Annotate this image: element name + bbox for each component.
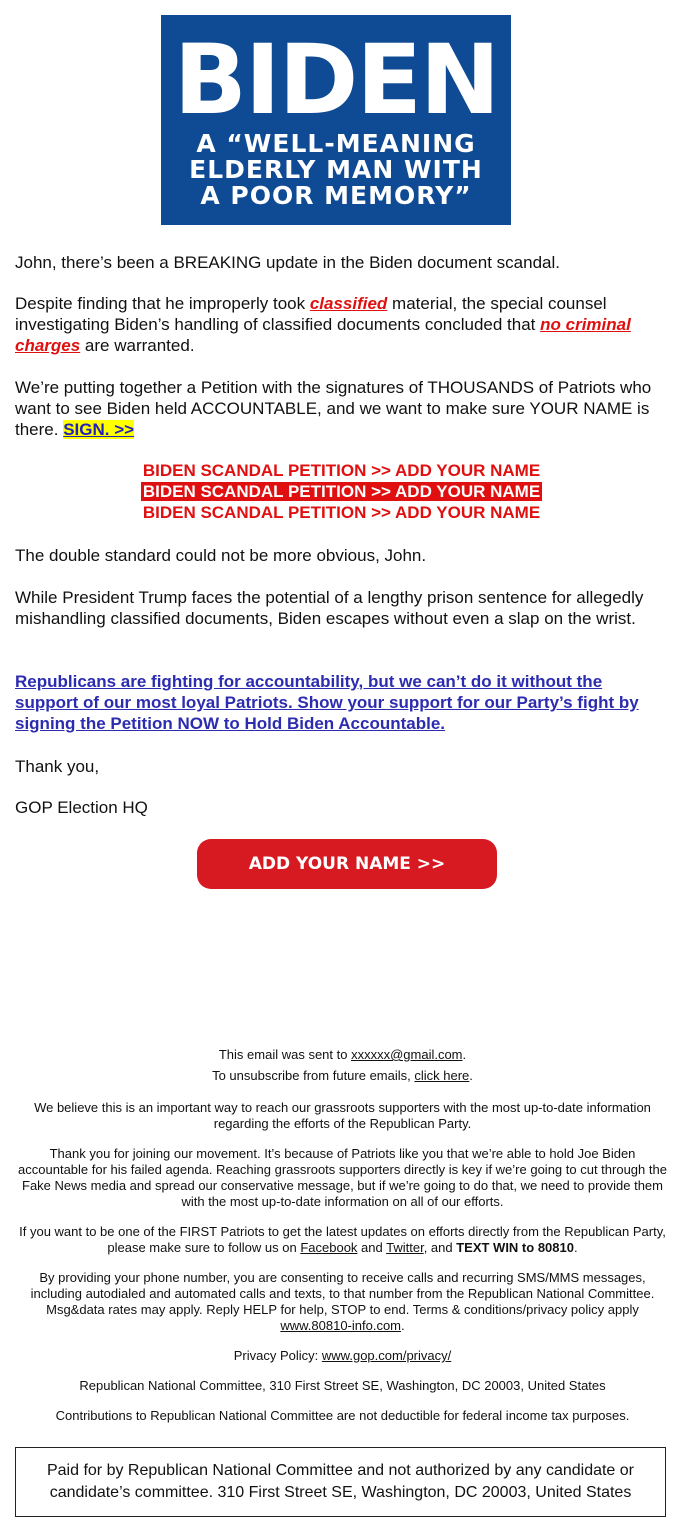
biden-banner-image[interactable] (161, 15, 511, 225)
unsubscribe-line: To unsubscribe from future emails, click here. (212, 1068, 473, 1083)
sent-to-line: This email was sent to xxxxxx@gmail.com. (218, 1047, 467, 1062)
email-address-link[interactable]: xxxxxx@gmail.com (351, 1047, 463, 1062)
sms-info-link[interactable]: www.80810-info.com (280, 1318, 402, 1333)
follow-paragraph: If you want to be one of the FIRST Patriots to get the latest updates on efforts directly from the Republican Party, please make sure to follow us on Facebook and Twitter, and TEXT WIN to 80810. (19, 1224, 666, 1255)
petition-links (0, 460, 683, 523)
thank-you-text: Thank you, (15, 757, 100, 776)
privacy-policy-line: Privacy Policy: www.gop.com/privacy/ (233, 1348, 452, 1363)
banner-title: BIDEN (173, 24, 499, 136)
grassroots-paragraph: We believe this is an important way to reach our grassroots supporters with the most up-to-date information regarding the efforts of the Republican Party. (34, 1100, 651, 1131)
sms-consent-paragraph: By providing your phone number, you are consenting to receive calls and recurring SMS/MMS messages, including autodialed and automated calls and texts, to that number from the Republican National Committee. Msg&data rates may apply. Reply HELP for help, STOP to end. Terms & conditions/privacy policy apply www.80810-info.com. (30, 1270, 655, 1333)
double-standard-paragraph: The double standard could not be more obvious, John. (15, 546, 427, 565)
twitter-link[interactable]: Twitter (386, 1240, 424, 1255)
address-line: Republican National Committee, 310 First Street SE, Washington, DC 20003, United States (79, 1378, 606, 1393)
facebook-link[interactable]: Facebook (300, 1240, 358, 1255)
text-win-label: TEXT WIN to 80810 (456, 1240, 574, 1255)
signature-text: GOP Election HQ (15, 798, 148, 817)
add-your-name-button[interactable]: ADD YOUR NAME >> (197, 839, 497, 889)
unsubscribe-link[interactable]: click here (414, 1068, 470, 1083)
petition-link-3[interactable]: BIDEN SCANDAL PETITION >> ADD YOUR NAME (142, 503, 541, 522)
intro-paragraph: John, there’s been a BREAKING update in the Biden document scandal. (15, 253, 560, 272)
banner-subtitle: A “WELL-MEANING ELDERLY MAN WITH A POOR MEMORY” (189, 129, 483, 210)
petition-link-1[interactable]: BIDEN SCANDAL PETITION >> ADD YOUR NAME (142, 461, 541, 480)
classified-link[interactable]: classified (309, 294, 388, 313)
trump-paragraph: While President Trump faces the potential of a lengthy prison sentence for allegedly mishandling classified documents, Biden escapes without even a slap on the wrist. (15, 588, 644, 628)
petition-paragraph: We’re putting together a Petition with the signatures of THOUSANDS of Patriots who want to see Biden held ACCOUNTABLE, and we want to make sure YOUR NAME is there. SIGN. >> (15, 378, 652, 439)
no-criminal-charges-link[interactable]: no criminal charges (15, 315, 631, 355)
scandal-paragraph: Despite finding that he improperly took classified material, the special counsel investigating Biden’s handling of classified documents concluded that no criminal charges are warranted. (15, 294, 631, 355)
movement-paragraph: Thank you for joining our movement. It’s because of Patriots like you that we’re able to hold Joe Biden accountable for his failed agenda. Reaching grassroots supporters directly is key if we’re going to cut through the Fake News media and spread our conservative message, but if we’re going to do that, we need to provide them with the most up-to-date information on all of our efforts. (18, 1146, 667, 1209)
paid-for-disclaimer: Paid for by Republican National Committee and not authorized by any candidate or candidate’s committee. 310 First Street SE, Washington, DC 20003, United States (15, 1447, 666, 1517)
privacy-policy-link[interactable]: www.gop.com/privacy/ (321, 1348, 452, 1363)
petition-link-2[interactable]: BIDEN SCANDAL PETITION >> ADD YOUR NAME (142, 482, 541, 501)
accountability-link[interactable]: Republicans are fighting for accountability, but we can’t do it without the support of our most loyal Patriots. Show your support for our Party’s fight by signing the Petition NOW to Hold Biden Accountable. (15, 672, 639, 733)
tax-notice-line: Contributions to Republican National Committee are not deductible for federal income tax purposes. (55, 1408, 630, 1423)
sign-link[interactable]: SIGN. >> (63, 420, 135, 439)
